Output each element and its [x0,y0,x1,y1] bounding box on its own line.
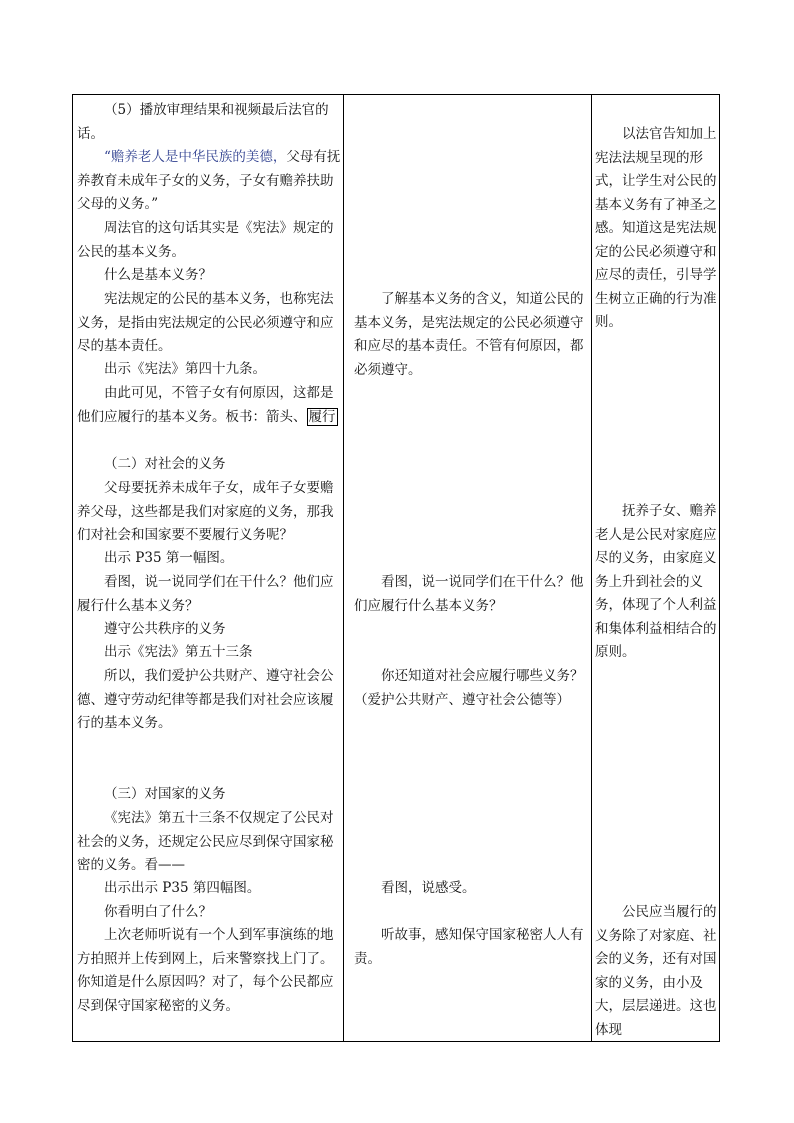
paragraph: 《宪法》第五十三条不仅规定了公民对社会的义务，还规定公民应尽到保守国家秘密的义务。看—— [77,810,334,873]
question-paragraph: 你看明白了什么？ [104,904,212,920]
paragraph: 出示出示 P35 第四幅图。 [104,880,261,896]
teacher-activity-column [77,95,341,1041]
paragraph: 公民应当履行的义务除了对家庭、社会的义务，还有对国家的义务，由小及大，层层递进。这也体现 [595,904,717,1038]
paragraph: 出示《宪法》第五十三条 [104,644,253,660]
question-paragraph: 什么是基本义务？ [104,267,212,283]
paragraph: 上次老师听说有一个人到军事演练的地方拍照并上传到网上，后来警察找上门了。你知道是什么原因吗？对了，每个公民都应尽到保守国家秘密的义务。 [77,927,334,1014]
paragraph: 听故事，感知保守国家秘密人人有责。 [354,927,584,967]
paragraph: 你还知道对社会应履行哪些义务？（爱护公共财产、遵守社会公德等） [354,668,584,708]
column-divider [343,95,344,1041]
highlighted-quote: “赡养老人是中华民族的美德， [104,149,287,165]
lesson-table [72,94,720,1042]
paragraph: 看图，说一说同学们在干什么？他们应履行什么基本义务？ [354,574,584,614]
paragraph: 出示 P35 第一幅图。 [104,550,234,566]
paragraph [77,382,341,429]
paragraph: 周法官的这句话其实是《宪法》规定的公民的基本义务。 [77,220,334,260]
boxed-keyword: 履行 [308,408,336,425]
paragraph: （5）播放审理结果和视频最后法官的话。 [77,102,329,142]
paragraph: 看图，说感受。 [381,880,476,896]
paragraph-text: 由此可见，不管子女有何原因，这都是他们应履行的基本义务。板书：箭头、 [77,385,334,425]
design-intent-column [595,95,719,1041]
paragraph: 抚养子女、赡养老人是公民对家庭应尽的义务，由家庭义务上升到社会的义务，体现了个人利益和集体利益相结合的原则。 [595,503,717,660]
paragraph: 以法官告知加上宪法法规呈现的形式，让学生对公民的基本义务有了神圣之感。知道这是宪法规定的公民必须遵守和应尽的责任，引导学生树立正确的行为准则。 [595,126,717,330]
judge-quote-paragraph [77,146,341,217]
quote-rest: 父母有抚养教育未成年子女的义务，子女有赡养扶助父母的义务。” [77,149,341,212]
paragraph: 出示《宪法》第四十九条。 [104,361,266,377]
column-divider [591,95,592,1041]
paragraph: 看图，说一说同学们在干什么？他们应履行什么基本义务？ [77,574,334,614]
section-heading: （三）对国家的义务 [104,786,226,802]
paragraph: 了解基本义务的含义，知道公民的基本义务，是宪法规定的公民必须遵守和应尽的基本责任。不管有何原因，都必须遵守。 [354,291,584,378]
paragraph: 宪法规定的公民的基本义务，也称宪法义务，是指由宪法规定的公民必须遵守和应尽的基本责任。 [77,291,334,354]
student-activity-column [354,95,586,1041]
paragraph: 遵守公共秩序的义务 [104,621,226,637]
section-heading: （二）对社会的义务 [104,456,226,472]
paragraph: 父母要抚养未成年子女，成年子女要赡养父母，这些都是我们对家庭的义务，那我们对社会和国家要不要履行义务呢？ [77,480,334,543]
paragraph: 所以，我们爱护公共财产、遵守社会公德、遵守劳动纪律等都是我们对社会应该履行的基本义务。 [77,668,334,731]
